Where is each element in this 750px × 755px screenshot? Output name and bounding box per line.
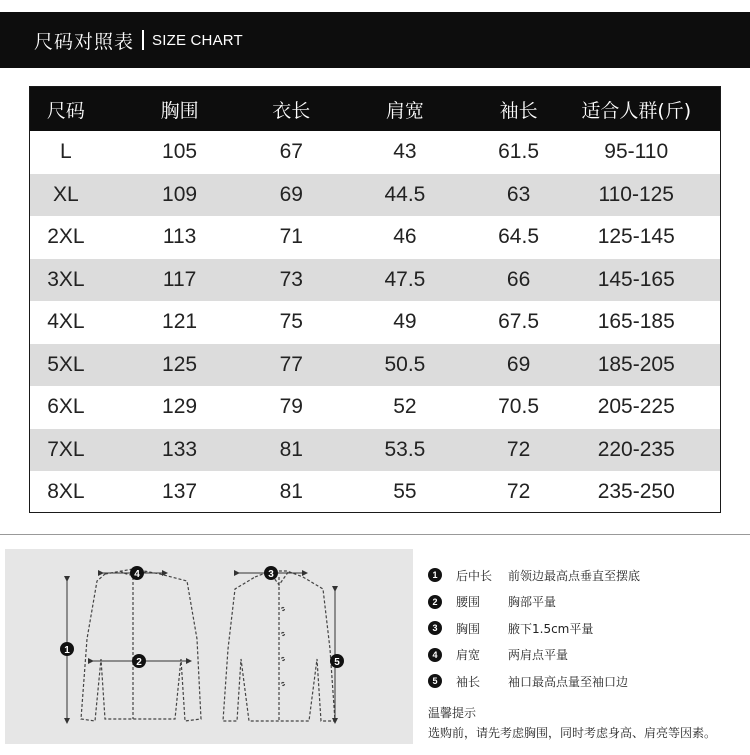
legend-item xyxy=(428,615,744,642)
size-cell: XL xyxy=(53,182,79,206)
sleeve-cell: 69 xyxy=(506,352,531,376)
shoulder-cell: 53.5 xyxy=(384,437,426,461)
measurement-diagram xyxy=(5,549,413,744)
sleeve-cell: 64.5 xyxy=(498,225,539,249)
table-row xyxy=(30,386,720,429)
length-cell: 81 xyxy=(279,480,303,504)
size-cell: 6XL xyxy=(47,395,85,419)
size-cell: 4XL xyxy=(47,310,85,334)
chest-cell: 113 xyxy=(162,225,197,249)
svg-text:1: 1 xyxy=(64,645,70,656)
chest-cell: 129 xyxy=(162,395,198,419)
header-title-en: SIZE CHART xyxy=(152,31,243,49)
length-cell: 71 xyxy=(279,225,303,249)
chest-cell: 125 xyxy=(162,352,198,376)
length-cell: 69 xyxy=(279,182,303,206)
table-row xyxy=(30,344,720,387)
length-cell: 81 xyxy=(279,437,303,461)
chest-cell: 117 xyxy=(162,267,197,291)
number-badge-icon: 5 xyxy=(428,674,442,688)
sleeve-cell: 72 xyxy=(506,437,531,461)
shoulder-cell: 49 xyxy=(393,310,417,334)
length-cell: 79 xyxy=(279,395,303,419)
shoulder-cell: 50.5 xyxy=(384,352,426,376)
jacket-illustration xyxy=(5,549,413,744)
svg-text:5: 5 xyxy=(334,657,340,668)
header-separator xyxy=(142,30,144,50)
length-cell: 75 xyxy=(279,310,303,334)
chest-cell: 133 xyxy=(162,437,198,461)
svg-text:3: 3 xyxy=(268,569,274,580)
weight-cell: 165-185 xyxy=(597,310,675,334)
number-badge-icon: 4 xyxy=(428,648,442,662)
size-cell: 5XL xyxy=(47,352,85,376)
jacket-back-view xyxy=(81,569,201,721)
length-cell: 73 xyxy=(279,267,303,291)
weight-cell: 125-145 xyxy=(597,225,675,249)
column-header-length: 衣长 xyxy=(272,99,311,122)
chest-cell: 105 xyxy=(162,140,198,164)
weight-cell: 95-110 xyxy=(604,140,669,164)
size-cell: L xyxy=(60,140,72,164)
tip-title: 温馨提示 xyxy=(428,706,477,720)
number-badge-icon: 1 xyxy=(428,568,442,582)
column-header-chest: 胸围 xyxy=(160,99,199,122)
number-badge-icon: 3 xyxy=(428,621,442,635)
shoulder-cell: 55 xyxy=(393,480,417,504)
sleeve-cell: 61.5 xyxy=(498,140,539,164)
table-body xyxy=(30,131,720,514)
tip-text: 选购前，请先考虑胸围，同时考虑身高、肩亮等因素。 xyxy=(428,726,717,740)
sleeve-cell: 67.5 xyxy=(498,310,539,334)
legend-item xyxy=(428,668,744,695)
weight-cell: 205-225 xyxy=(597,395,675,419)
legend-item xyxy=(428,562,744,589)
shoulder-cell: 46 xyxy=(393,225,417,249)
shoulder-cell: 44.5 xyxy=(384,182,426,206)
weight-cell: 235-250 xyxy=(597,480,675,504)
legend-desc: 腋下1.5cm平量 xyxy=(508,621,594,636)
weight-cell: 220-235 xyxy=(597,437,675,461)
chest-cell: 109 xyxy=(162,182,198,206)
tip-section xyxy=(428,703,744,743)
jacket-front-view xyxy=(223,571,335,721)
table-header-row xyxy=(30,87,720,131)
size-cell: 8XL xyxy=(47,480,85,504)
table-row xyxy=(30,174,720,217)
legend-desc: 胸部平量 xyxy=(508,595,557,610)
column-header-size: 尺码 xyxy=(46,99,85,122)
shoulder-cell: 47.5 xyxy=(384,267,426,291)
weight-cell: 185-205 xyxy=(597,352,675,376)
weight-cell: 145-165 xyxy=(597,267,675,291)
number-badge-icon: 2 xyxy=(428,595,442,609)
legend-item xyxy=(428,589,744,616)
legend-name: 腰围 xyxy=(456,595,481,610)
sleeve-cell: 66 xyxy=(506,267,531,291)
section-divider xyxy=(0,534,750,535)
size-cell: 7XL xyxy=(47,437,85,461)
shoulder-cell: 52 xyxy=(393,395,417,419)
legend-desc: 袖口最高点量至袖口边 xyxy=(508,674,629,689)
size-cell: 3XL xyxy=(47,267,85,291)
table-row xyxy=(30,216,720,259)
sleeve-cell: 70.5 xyxy=(498,395,539,419)
table-row xyxy=(30,301,720,344)
table-row xyxy=(30,471,720,514)
column-header-weight: 适合人群(斤) xyxy=(581,99,692,122)
sleeve-cell: 72 xyxy=(506,480,531,504)
table-row xyxy=(30,429,720,472)
column-header-sleeve: 袖长 xyxy=(499,99,538,122)
size-table xyxy=(29,86,721,513)
legend-name: 胸围 xyxy=(456,621,481,636)
table-row xyxy=(30,131,720,174)
shoulder-cell: 43 xyxy=(393,140,417,164)
chest-cell: 137 xyxy=(162,480,198,504)
svg-text:4: 4 xyxy=(134,569,140,580)
legend-name: 后中长 xyxy=(456,568,493,583)
table-row xyxy=(30,259,720,302)
size-chart-header xyxy=(0,12,750,68)
size-cell: 2XL xyxy=(47,225,85,249)
chest-cell: 121 xyxy=(162,310,198,334)
legend-desc: 两肩点平量 xyxy=(508,648,569,663)
column-header-shoulder: 肩宽 xyxy=(385,99,424,122)
length-cell: 67 xyxy=(279,140,303,164)
measurement-legend xyxy=(428,562,744,695)
legend-desc: 前领边最高点垂直至摆底 xyxy=(508,568,641,583)
header-title-cn: 尺码对照表 xyxy=(34,30,135,53)
legend-name: 肩宽 xyxy=(456,648,481,663)
legend-item xyxy=(428,642,744,669)
sleeve-cell: 63 xyxy=(506,182,531,206)
length-cell: 77 xyxy=(279,352,303,376)
svg-text:2: 2 xyxy=(136,657,142,668)
weight-cell: 110-125 xyxy=(598,182,674,206)
legend-name: 袖长 xyxy=(456,674,481,689)
